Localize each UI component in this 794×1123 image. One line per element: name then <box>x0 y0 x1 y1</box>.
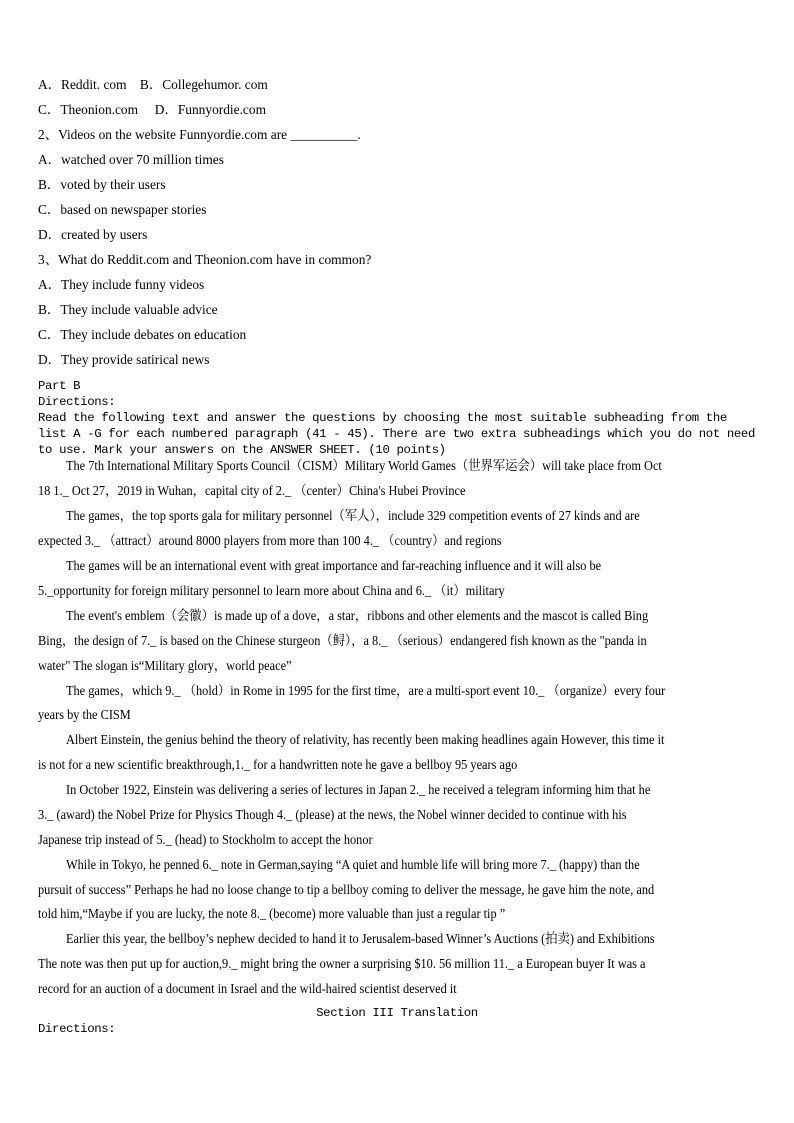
section-3-title: Section III Translation <box>316 1006 478 1020</box>
q3-option-a: A．They include funny videos <box>38 277 205 292</box>
q2-option-a: A．watched over 70 million times <box>38 152 224 167</box>
section-3-directions-label: Directions: <box>38 1022 116 1036</box>
passage2-line: is not for a new scientific breakthrough,1._ for a handwritten note he gave a bellboy 95 years ago <box>38 757 518 772</box>
passage1-line: Bing，the design of 7._ is based on the Chinese sturgeon（鲟），a 8._ （serious）endangered fish known as the "panda in <box>38 633 647 648</box>
part-b-directions-line-3: to use. Mark your answers on the ANSWER SHEET. (10 points) <box>38 443 446 457</box>
passage1-line: The games，which 9._ （hold）in Rome in 1995 for the first time，are a multi-sport event 10._ （organize）every four <box>66 683 666 698</box>
passage2-line: pursuit of success” Perhaps he had no loose change to tip a bellboy coming to deliver the message, he gave him the note, and <box>38 882 655 897</box>
passage2-line: 3._ (award) the Nobel Prize for Physics Though 4._ (please) at the news, the Nobel winner decided to continue with his <box>38 807 627 822</box>
q2-option-d: D．created by users <box>38 227 148 242</box>
q3-option-c: C．They include debates on education <box>38 327 247 342</box>
passage1-line: 18 1._ Oct 27，2019 in Wuhan，capital city of 2._ （center）China's Hubei Province <box>38 483 466 498</box>
passage2-line: Albert Einstein, the genius behind the theory of relativity, has recently been making headlines again However, this time it <box>66 732 665 747</box>
passage2-line: The note was then put up for auction,9._ might bring the owner a surprising $10. 56 million 11._ a European buyer It was a <box>38 956 646 971</box>
passage2-line: Japanese trip instead of 5._ (head) to Stockholm to accept the honor <box>38 832 373 847</box>
passage1-line: The games will be an international event with great importance and far-reaching influence and it will also be <box>66 558 602 573</box>
passage2-line: record for an auction of a document in Israel and the wild-haired scientist deserved it <box>38 981 457 996</box>
passage1-line: years by the CISM <box>38 707 131 722</box>
q1-options-row-1: A．Reddit. com B．Collegehumor. com <box>38 77 268 92</box>
q3-stem: 3、What do Reddit.com and Theonion.com have in common? <box>38 252 372 267</box>
passage1-line: The event's emblem（会徽）is made up of a dove，a star，ribbons and other elements and the mascot is called Bing <box>66 608 649 623</box>
part-b-directions-label: Directions: <box>38 395 116 409</box>
passage2-line: Earlier this year, the bellboy’s nephew decided to hand it to Jerusalem-based Winner’s Auctions (拍卖) and Exhibitions <box>66 931 655 946</box>
passage1-line: The 7th International Military Sports Council（CISM）Military World Games（世界军运会）will take place from Oct <box>66 458 662 473</box>
part-b-directions-line-1: Read the following text and answer the questions by choosing the most suitable subheading from the <box>38 411 727 425</box>
q3-option-b: B．They include valuable advice <box>38 302 218 317</box>
passage1-line: 5._opportunity for foreign military personnel to learn more about China and 6._ （it）military <box>38 583 505 598</box>
q2-option-c: C．based on newspaper stories <box>38 202 207 217</box>
passage1-line: The games，the top sports gala for military personnel（军人），include 329 competition events of 27 kinds and are <box>66 508 640 523</box>
part-b-title: Part B <box>38 379 81 393</box>
passage2-line: While in Tokyo, he penned 6._ note in German,saying “A quiet and humble life will bring more 7._ (happy) than the <box>66 857 640 872</box>
q1-options-row-2: C．Theonion.com D．Funnyordie.com <box>38 102 266 117</box>
q3-option-d: D．They provide satirical news <box>38 352 210 367</box>
passage2-line: told him,“Maybe if you are lucky, the note 8._ (become) more valuable than just a regular tip ” <box>38 906 506 921</box>
q2-option-b: B．voted by their users <box>38 177 166 192</box>
passage1-line: water" The slogan is“Military glory，world peace” <box>38 658 292 673</box>
q2-stem: 2、Videos on the website Funnyordie.com are __________. <box>38 127 361 142</box>
passage2-line: In October 1922, Einstein was delivering a series of lectures in Japan 2._ he received a telegram informing him that he <box>66 782 651 797</box>
passage1-line: expected 3._ （attract）around 8000 players from more than 100 4._ （country）and regions <box>38 533 502 548</box>
part-b-directions-line-2: list A -G for each numbered paragraph (41 - 45). There are two extra subheadings which you do not need <box>38 427 755 441</box>
